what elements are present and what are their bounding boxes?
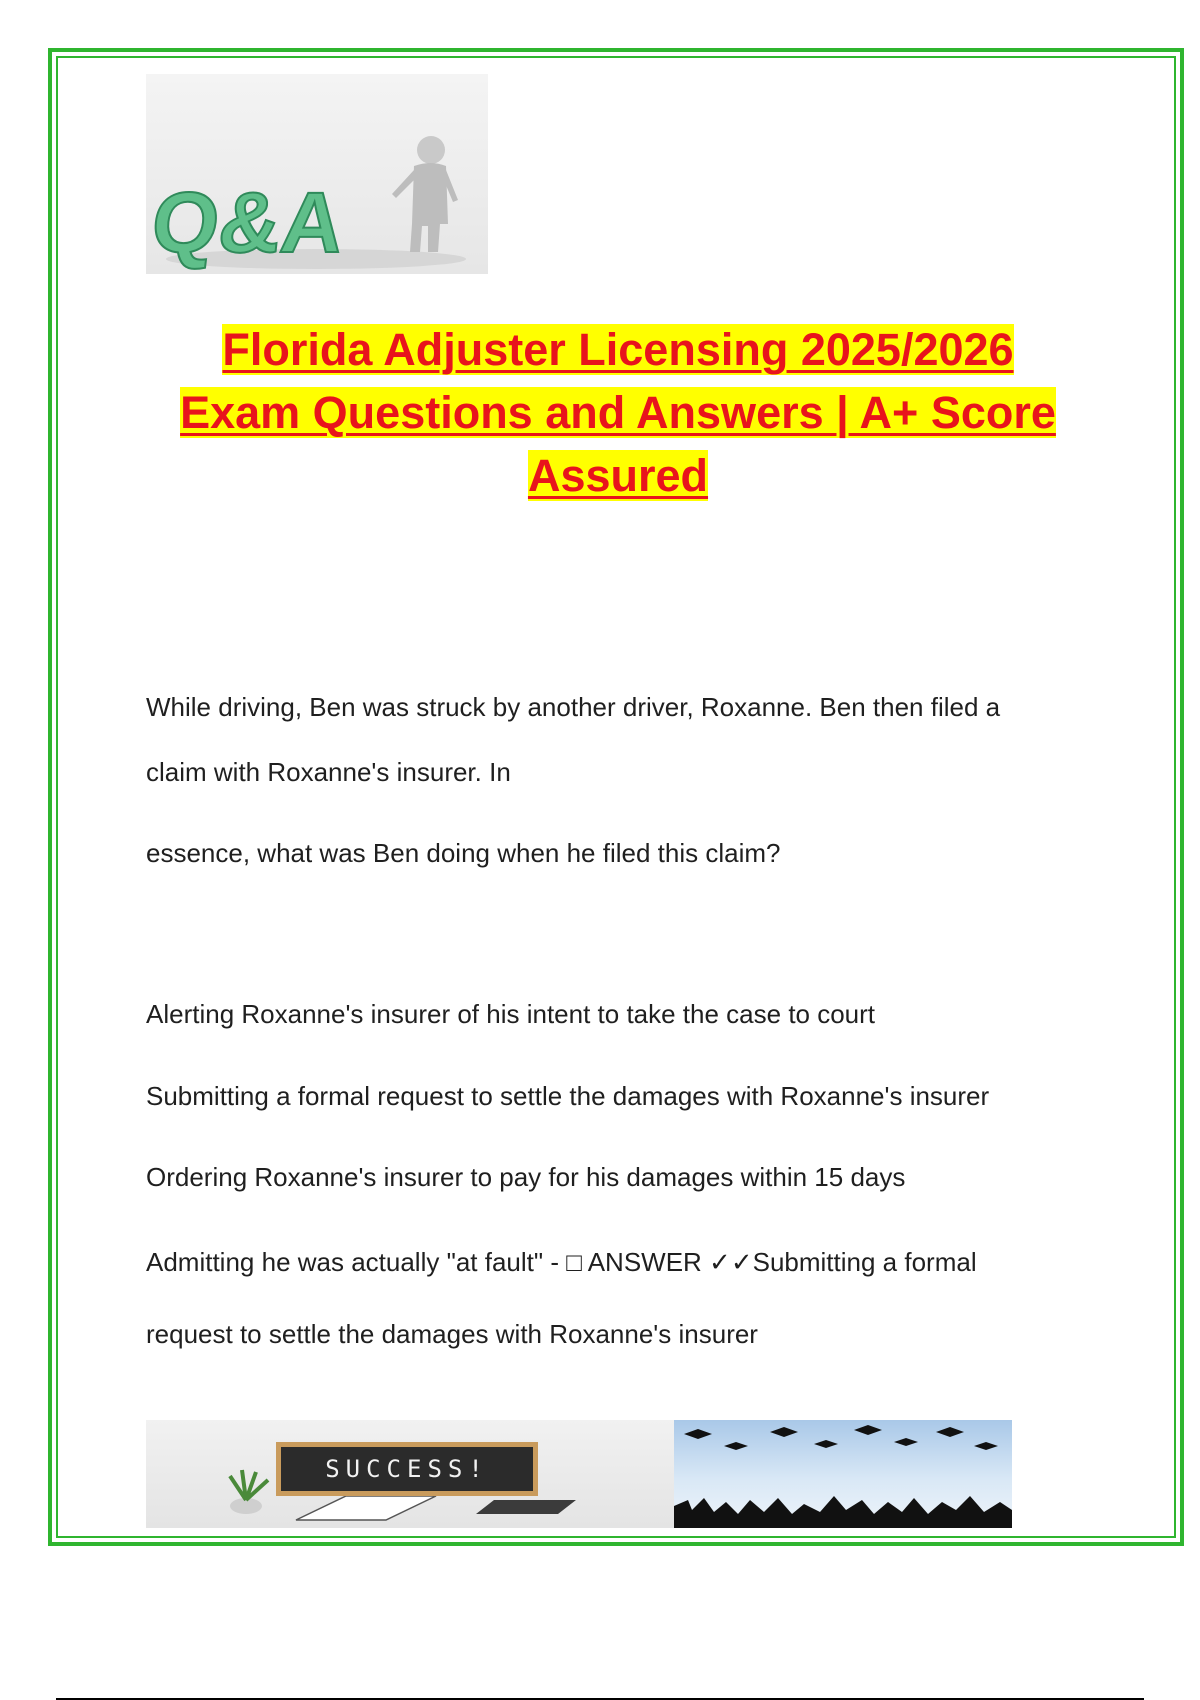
option-1: Alerting Roxanne's insurer of his intent to take the case to court <box>146 999 876 1029</box>
page-border-inner <box>56 56 1176 1538</box>
graduation-banner-image <box>674 1420 1012 1528</box>
success-chalkboard: SUCCESS! <box>276 1442 538 1496</box>
option-2: Submitting a formal request to settle the damages with Roxanne's insurer <box>146 1081 990 1111</box>
option-4-answer: Admitting he was actually "at fault" - □ ANSWER ✓✓Submitting a formal <box>146 1247 977 1277</box>
title-line-1: Florida Adjuster Licensing 2025/2026 <box>222 324 1014 375</box>
question-line-3: essence, what was Ben doing when he filed this claim? <box>146 838 781 868</box>
success-banner-image <box>146 1420 674 1528</box>
question-line-1: While driving, Ben was struck by another driver, Roxanne. Ben then filed a <box>146 692 1001 722</box>
title-line-2: Exam Questions and Answers | A+ Score <box>180 387 1056 438</box>
document-title <box>120 318 1116 507</box>
qa-logo-image <box>146 74 488 274</box>
title-line-3: Assured <box>527 450 709 501</box>
qa-figure-icon <box>146 74 488 274</box>
option-3: Ordering Roxanne's insurer to pay for his damages within 15 days <box>146 1162 906 1192</box>
graduation-caps-icon <box>674 1420 1012 1528</box>
qa-logo-text: Q&A <box>147 175 349 271</box>
answer-continuation: request to settle the damages with Roxanne's insurer <box>146 1319 758 1349</box>
question-line-2: claim with Roxanne's insurer. In <box>146 757 511 787</box>
